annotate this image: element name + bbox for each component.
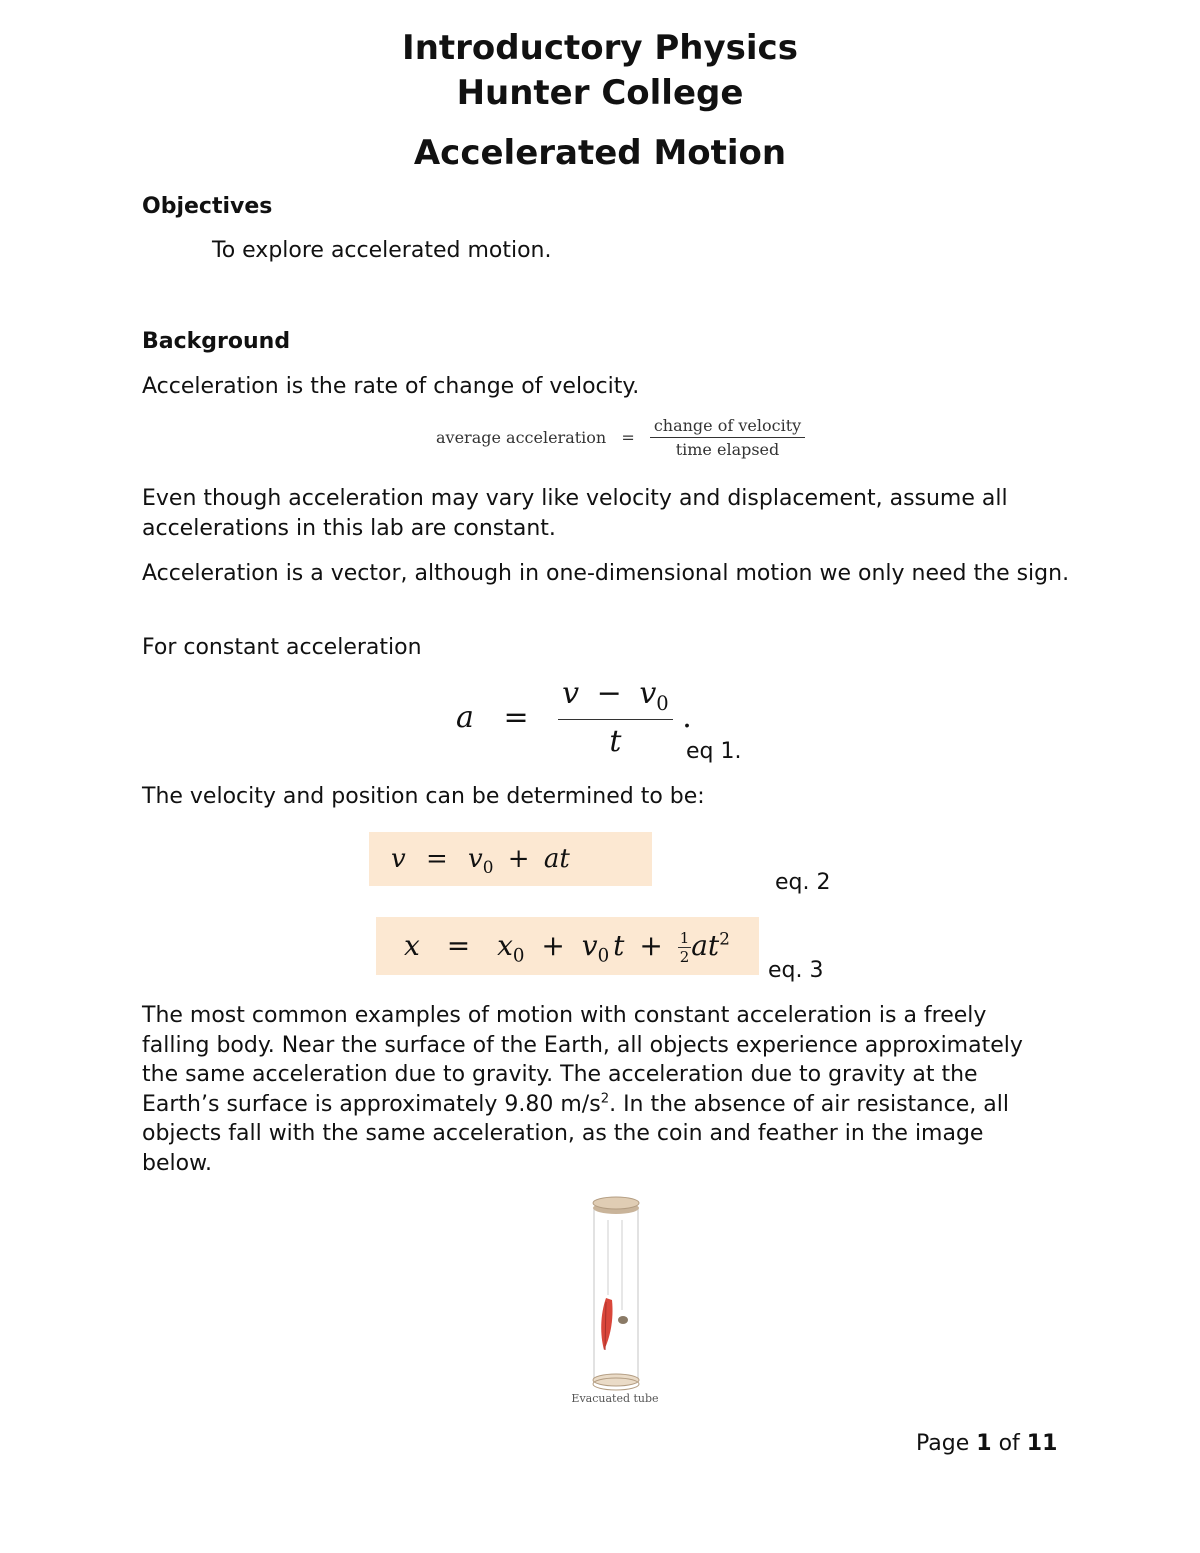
background-paragraph-3: Acceleration is a vector, although in one-dimensional motion we only need the sign. (142, 561, 1070, 586)
eq3-x0: x (497, 929, 513, 962)
page-current: 1 (976, 1431, 992, 1456)
equation-3-box (376, 917, 759, 975)
eq3-label: eq. 3 (768, 958, 824, 983)
document-title: Accelerated Motion (413, 133, 787, 173)
eq3-half-num: 1 (679, 929, 690, 947)
avg-eq-numerator: change of velocity (650, 416, 805, 438)
of-word: of (998, 1431, 1020, 1456)
eq3-t: t (613, 929, 625, 962)
figure-caption: Evacuated tube (571, 1392, 659, 1405)
page-word: Page (916, 1431, 970, 1456)
eq3-v0: v (581, 929, 598, 962)
eq3-plus2: + (639, 929, 663, 962)
eq3-half-den: 2 (679, 948, 690, 966)
p6-text-after: . In the absence of air resistance, all objects fall with the same acceleration, as the coin and feather in the image below. (142, 1091, 1009, 1176)
eq2-v: v (391, 844, 406, 874)
evacuated-tube-figure (560, 1190, 670, 1430)
equation-1 (456, 676, 692, 759)
eq1-period: . (682, 700, 692, 735)
avg-eq-lhs: average acceleration (436, 428, 607, 447)
eq1-den: t (609, 724, 622, 759)
eq3-sub0b: 0 (597, 945, 610, 967)
eq2-plus: + (507, 844, 530, 874)
eq1-label: eq 1. (686, 739, 742, 764)
eq2-v0: v (468, 844, 483, 874)
college-name: Hunter College (456, 73, 744, 113)
background-heading: Background (142, 329, 291, 354)
background-paragraph-2: Even though acceleration may vary like velocity and displacement, assume all accelerations in this lab are constant. (142, 486, 1008, 541)
page-total: 11 (1026, 1431, 1058, 1456)
background-paragraph-6 (142, 1001, 1060, 1178)
eq1-lhs: a (456, 700, 474, 735)
eq3-equals: = (446, 929, 471, 962)
eq1-sub0: 0 (656, 692, 669, 715)
p6-exponent: 2 (600, 1091, 610, 1107)
equation-2-box (369, 832, 652, 886)
page-number (916, 1430, 1057, 1458)
objectives-text: To explore accelerated motion. (212, 238, 552, 263)
background-paragraph-1: Acceleration is the rate of change of velocity. (142, 374, 640, 399)
course-title: Introductory Physics (402, 28, 798, 68)
avg-eq-equals: = (621, 428, 635, 447)
eq1-num-v: v (562, 676, 580, 711)
eq1-num-v0: v (639, 676, 657, 711)
eq3-at: at (691, 929, 720, 962)
p6-text-before: The most common examples of motion with constant acceleration is a freely falling body. Near the surface of the Earth, all objects experience approximately the same acceleration due to gravity. The acceleration due to gravity at the Earth’s surface is approximately 9.80 m/s (142, 1003, 1023, 1117)
eq2-equals: = (425, 844, 448, 874)
eq2-sub0: 0 (482, 857, 494, 878)
avg-eq-denominator: time elapsed (675, 440, 780, 459)
eq2-label: eq. 2 (775, 870, 831, 895)
eq3-plus1: + (541, 929, 565, 962)
eq1-minus: − (596, 676, 622, 711)
objectives-heading: Objectives (142, 194, 273, 219)
eq3-sub0a: 0 (512, 945, 525, 967)
eq2-at: at (543, 844, 570, 874)
average-acceleration-equation (436, 416, 805, 459)
eq3-x: x (404, 929, 420, 962)
eq3-sup2: 2 (719, 928, 730, 949)
eq1-equals: = (503, 700, 529, 735)
background-paragraph-4: For constant acceleration (142, 635, 422, 660)
background-paragraph-5: The velocity and position can be determined to be: (142, 784, 705, 809)
